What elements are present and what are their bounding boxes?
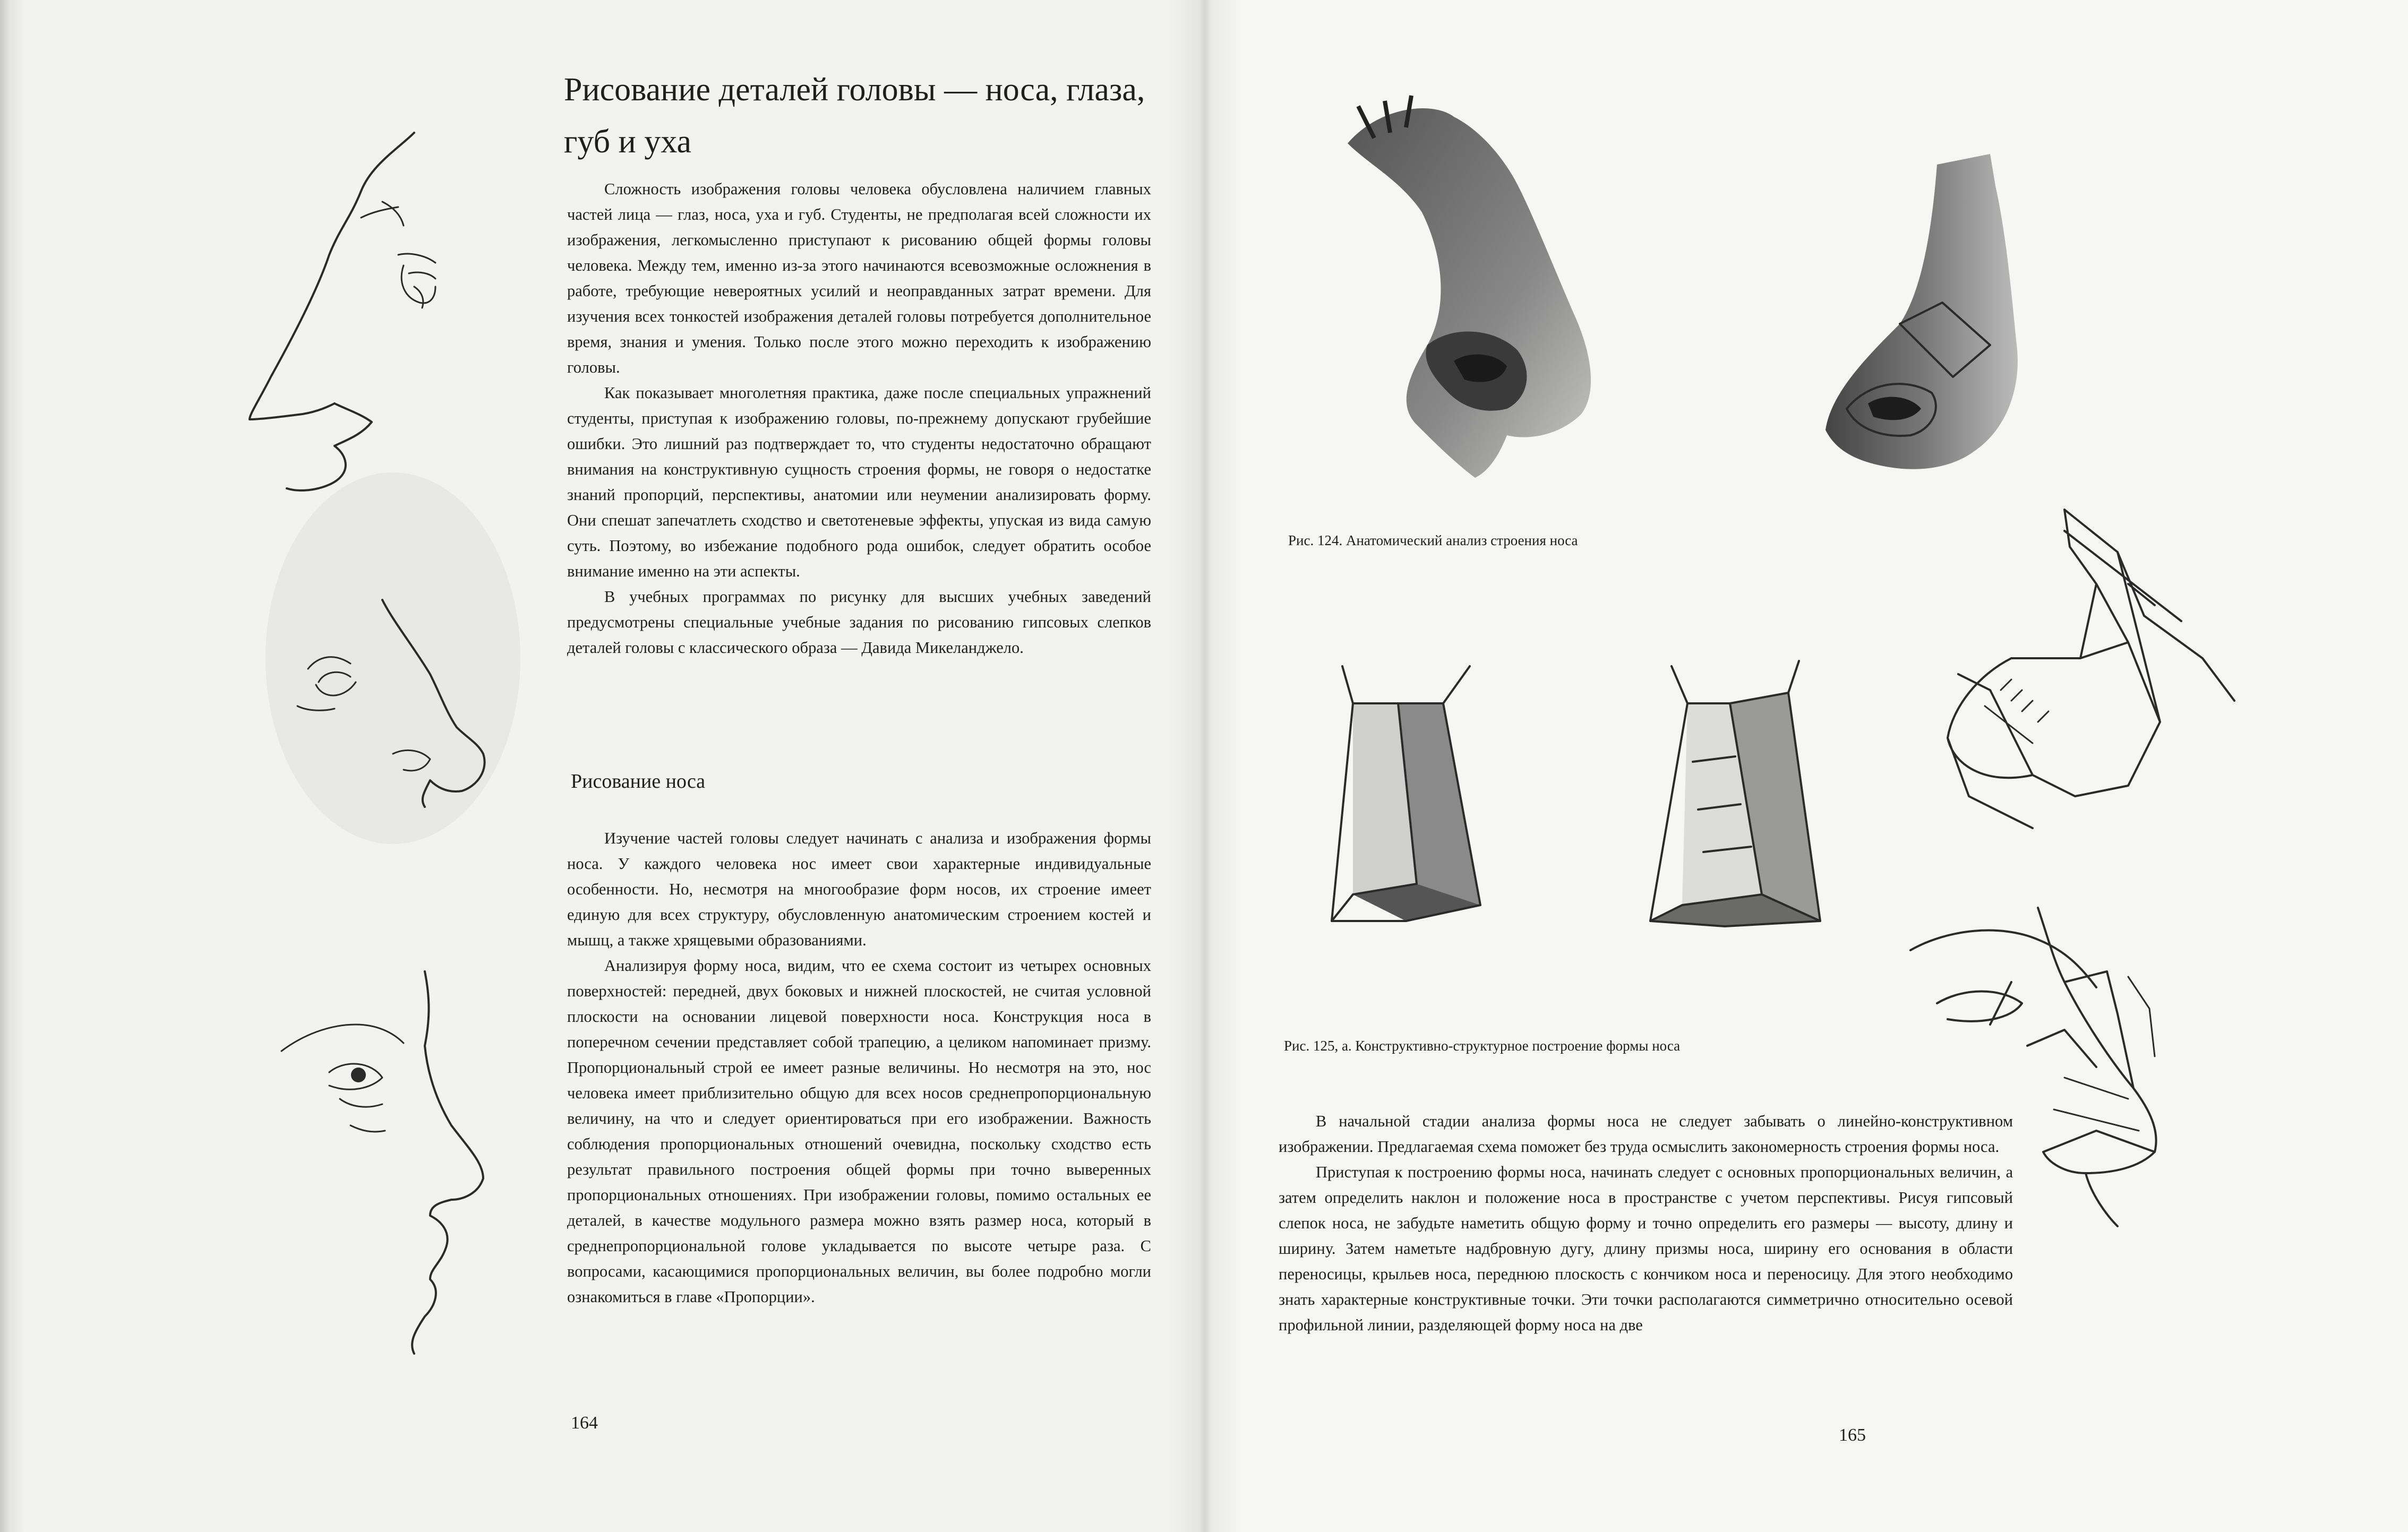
section-title: Рисование носа (571, 770, 706, 793)
right-paragraph-1: В начальной стадии анализа формы носа не следует забывать о линейно-конструктивном изображении. Предлагаемая схема поможет без труда осмыслить закономерность строения формы носа. (1279, 1112, 2013, 1156)
right-text (1279, 1108, 2013, 1338)
profile-sketch-2 (287, 589, 499, 812)
intro-text (567, 176, 1151, 660)
figure-125-prism-construction (1640, 661, 1852, 937)
intro-paragraph-3: В учебных программах по рисунку для высших учебных заведений предусмотрены специальные учебные задания по рисованию гипсовых слепков деталей головы с классического образа — Давида Микеланджело. (567, 588, 1151, 657)
caption-figure-125: Рис. 125, а. Конструктивно-структурное построение формы носа (1284, 1038, 1681, 1054)
right-paragraph-2: Приступая к построению формы носа, начинать следует с основных пропорциональных величин, а затем определить наклон и положение носа в пространстве с учетом перспективы. Рисуя гипсовый слепок носа, не забудьте наметить общую форму и точно определить его размеры — высоту, длину и ширину. Затем наметьте надбровную дугу, длину призмы носа, ширину его основания в области переносицы, крыльев носа, переднюю плоскость с кончиком носа и переносицу. Для этого необходимо знать характерные конструктивные точки. Эти точки располагаются симметрично относительно осевой профильной линии, разделяющей форму носа на две (1279, 1163, 2013, 1334)
figure-124-nose-structural (1815, 154, 2043, 472)
figure-125-prism-shaded (1321, 661, 1544, 937)
section-paragraph-2: Анализируя форму носа, видим, что ее схема состоит из четырех основных поверхностей: передней, двух боковых и нижней плоскостей, не считая условной плоскости на основании лицевой поверхности носа. Конструкция носа в поперечном сечении представляет собой трапецию, а целиком напоминает призму. Пропорциональный строй ее имеет разные величины. Но несмотря на это, нос человека имеет приблизительно общую для всех носов среднепропорциональную величину, на что и следует ориентироваться при его изображении. Важность соблюдения пропорциональных отношений очевидна, поскольку сходство есть результат правильного построения общей формы при точно выверенных пропорциональных отношениях. При изображении головы, помимо остальных ее деталей, в качестве модульного размера можно взять размер носа, который в среднепропорциональной голове укладывается по высоте четыре раза. С вопросами, касающимися пропорциональных величин, вы более подробно могли ознакомиться в главе «Пропорции». (567, 957, 1151, 1306)
intro-paragraph-2: Как показывает многолетняя практика, даже после специальных упражнений студенты, приступая к изображению головы, по-прежнему допускают грубейшие ошибки. Это лишний раз подтверждает то, что студенты недостаточно обращают внимания на конструктивную сущность строения формы, не говоря о недостатке знаний пропорций, перспективы, анатомии или неумении анализировать форму. Они спешат запечатлеть сходство и светотеневые эффекты, упуская из вида самую суть. Поэтому, во избежание подобного рода ошибок, следует обратить особое внимание именно на эти аспекты. (567, 384, 1151, 580)
caption-figure-124: Рис. 124. Анатомический анализ строения носа (1288, 532, 1578, 548)
intro-paragraph-1: Сложность изображения головы человека обусловлена наличием главных частей лица — глаз, носа, уха и губ. Студенты, не предполагая всей сложности их изображения, легкомысленно приступают к рисованию общей формы головы человека. Между тем, именно из-за этого начинаются всевозможные осложнения в работе, требующие невероятных усилий и неоправданных затрат времени. Для изучения всех тонкостей изображения деталей головы потребуется дополнительное время, знания и умения. Только после этого можно переходить к изображению головы. (567, 180, 1151, 376)
figure-124-nose-shaded (1337, 96, 1634, 478)
profile-sketch-1 (239, 127, 462, 499)
page-number-left: 164 (571, 1413, 598, 1433)
right-page (1204, 0, 2408, 1532)
figure-nose-wireframe-top (1905, 499, 2277, 849)
section-text (567, 825, 1151, 1310)
page-number-right: 165 (1839, 1425, 1866, 1445)
book-gutter-shadow (1168, 0, 1242, 1532)
section-paragraph-1: Изучение частей головы следует начинать с анализа и изображения формы носа. У каждого человека нос имеет свои характерные индивидуальные особенности. Но, несмотря на многообразие форм носов, их строение имеет единую для всех структуру, обусловленную анатомическим строением костей и мышц, а также хрящевыми образованиями. (567, 829, 1151, 949)
profile-sketch-3 (271, 966, 494, 1359)
page-title: Рисование деталей головы — носа, глаза, губ и уха (564, 72, 1145, 160)
page-stack-edge (0, 0, 24, 1532)
